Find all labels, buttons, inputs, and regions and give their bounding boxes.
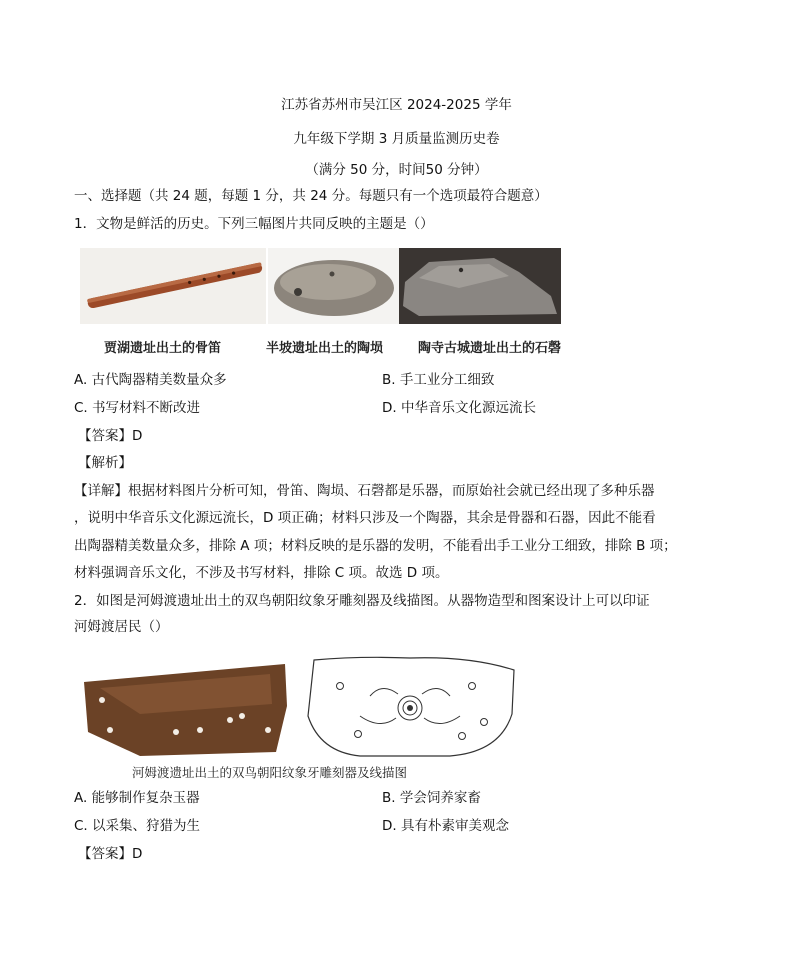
section-heading: 一、选择题（共 24 题，每题 1 分，共 24 分。每题只有一个选项最符合题意） (74, 188, 548, 204)
caption-bone-flute: 贾湖遗址出土的骨笛 (104, 341, 222, 356)
q2-option-c: C. 以采集、狩猎为生 (74, 818, 201, 834)
q1-stem: 1．文物是鲜活的历史。下列三幅图片共同反映的主题是（） (74, 216, 434, 232)
doc-title-line1: 江苏省苏州市吴江区 2024-2025 学年 (281, 97, 512, 113)
q2-option-d: D. 具有朴素审美观念 (382, 818, 509, 834)
doc-title-line2: 九年级下学期 3 月质量监测历史卷 (293, 131, 500, 147)
q1-option-c: C. 书写材料不断改进 (74, 400, 201, 416)
bone-flute-image (80, 248, 266, 324)
q1-answer: 【答案】D (78, 428, 143, 444)
q1-option-a: A. 古代陶器精美数量众多 (74, 372, 227, 388)
q2-option-b: B. 学会饲养家畜 (382, 790, 481, 806)
q1-analysis-label: 【解析】 (78, 455, 132, 471)
q2-answer: 【答案】D (78, 846, 143, 862)
caption-stone-chime: 陶寺古城遗址出土的石磬 (418, 341, 562, 356)
q1-option-d: D. 中华音乐文化源远流长 (382, 400, 536, 416)
q1-detail-line: 材料强调音乐文化，不涉及书写材料，排除 C 项。故选 D 项。 (74, 565, 449, 581)
q2-option-a: A. 能够制作复杂玉器 (74, 790, 200, 806)
q1-detail-line: ，说明中华音乐文化源远流长，D 项正确；材料只涉及一个陶器，其余是骨器和石器，因此不能看 (74, 510, 656, 526)
caption-pottery-xun: 半坡遗址出土的陶埙 (266, 341, 384, 356)
stone-chime-image (399, 248, 561, 324)
caption-ivory-carving: 河姆渡遗址出土的双鸟朝阳纹象牙雕刻器及线描图 (132, 765, 408, 780)
pottery-xun-image (268, 248, 399, 324)
q2-stem-line1: 2．如图是河姆渡遗址出土的双鸟朝阳纹象牙雕刻器及线描图。从器物造型和图案设计上可以印证 (74, 593, 650, 609)
q2-stem-line2: 河姆渡居民（） (74, 619, 169, 635)
q1-detail-line: 出陶器精美数量众多，排除 A 项；材料反映的是乐器的发明，不能看出手工业分工细致，排除 B 项； (74, 538, 677, 554)
ivory-carving-line-drawing (300, 656, 520, 760)
q1-detail-line: 【详解】根据材料图片分析可知，骨笛、陶埙、石磬都是乐器，而原始社会就已经出现了多种乐器 (74, 483, 655, 499)
doc-title-line3: （满分 50 分，时间50 分钟） (305, 162, 488, 178)
ivory-carving-photo (80, 660, 290, 760)
q1-option-b: B. 手工业分工细致 (382, 372, 495, 388)
